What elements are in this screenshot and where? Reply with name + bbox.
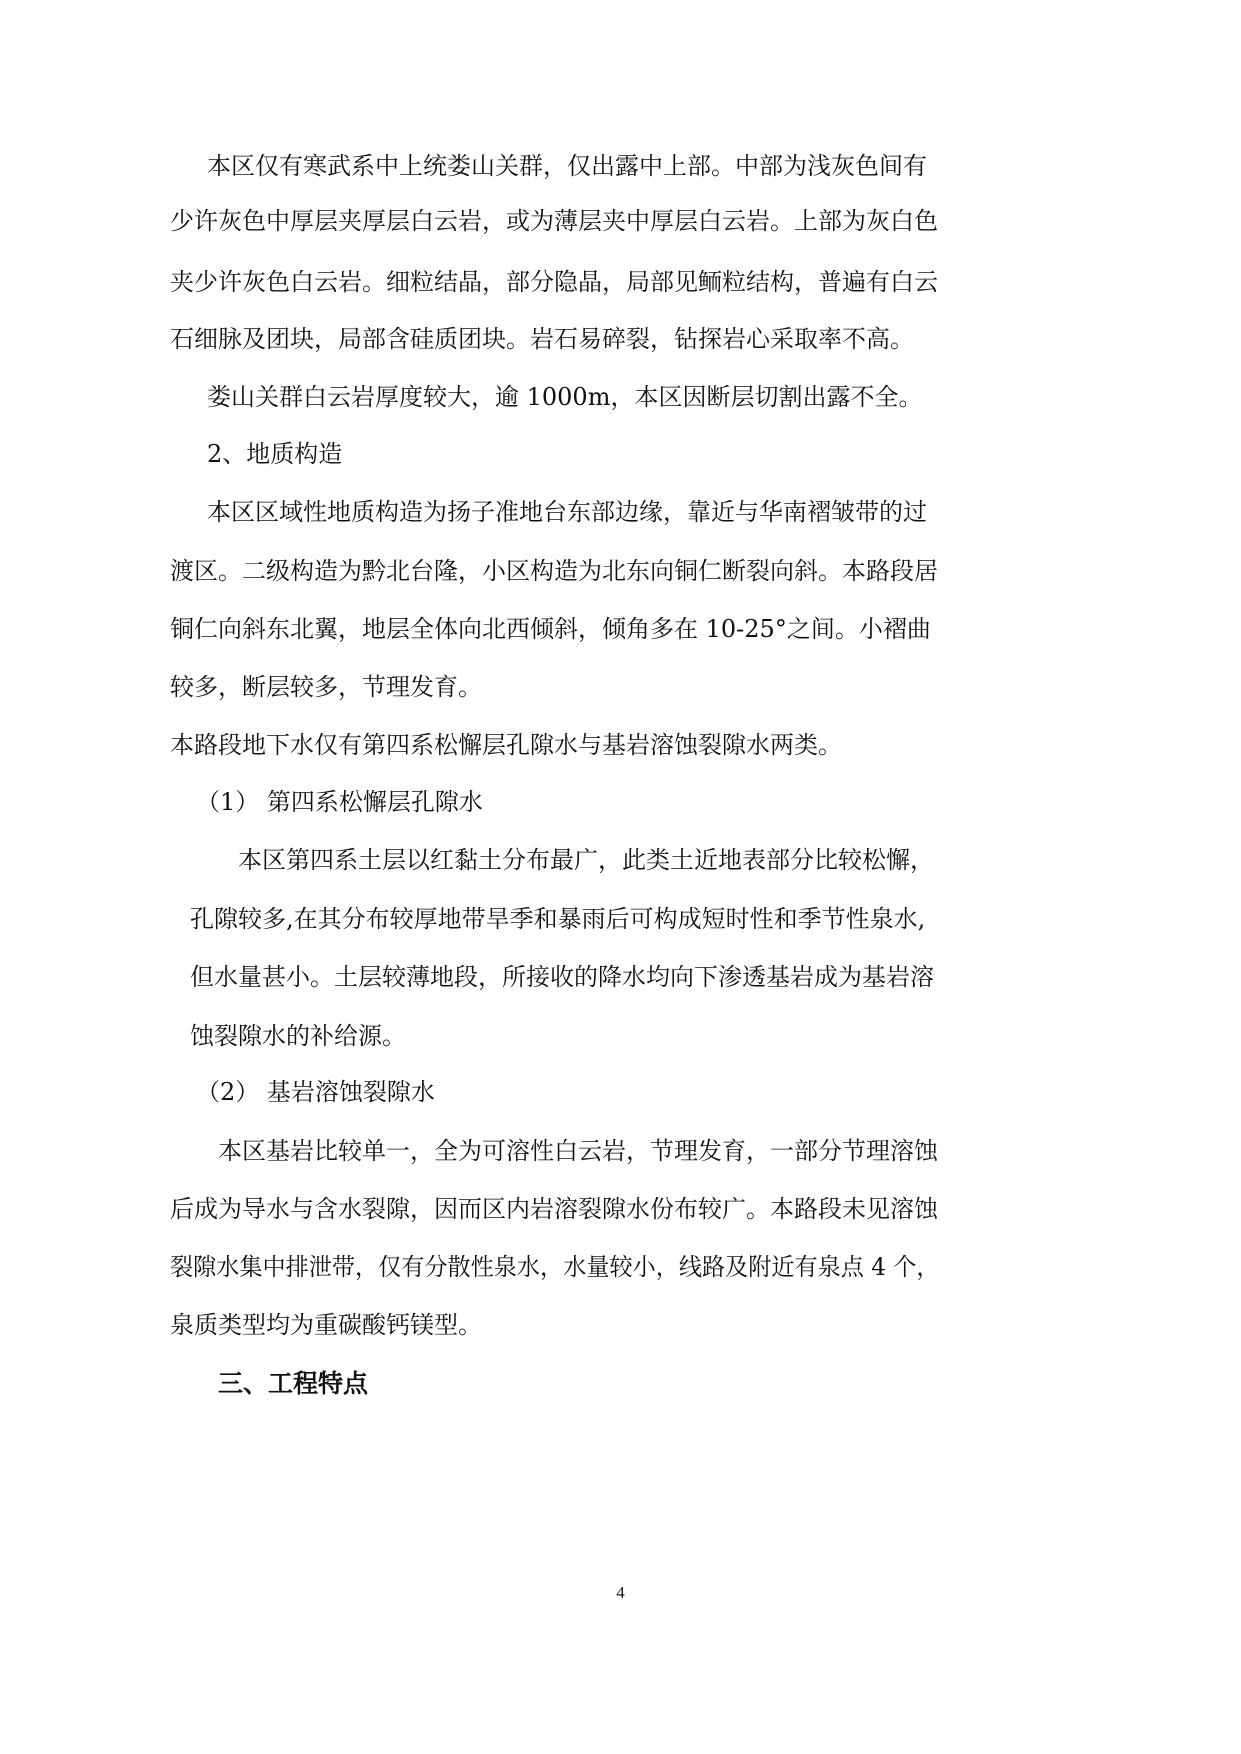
paragraph-2-line-1: 娄山关群白云岩厚度较大，逾 1000m，本区因断层切割出露不全。 (207, 383, 923, 411)
paragraph-1-line-1: 本区仅有寒武系中上统娄山关群，仅出露中上部。中部为浅灰色间有 (207, 152, 927, 180)
heading-geologic-structure: 2、地质构造 (207, 440, 343, 468)
paragraph-3-line-1: 本区区域性地质构造为扬子准地台东部边缘，靠近与华南褶皱带的过 (207, 498, 927, 526)
paragraph-6-line-3: 裂隙水集中排泄带，仅有分散性泉水，水量较小，线路及附近有泉点 4 个， (170, 1253, 940, 1281)
paragraph-5-line-4: 蚀裂隙水的补给源。 (190, 1022, 406, 1050)
paragraph-6-line-1: 本区基岩比较单一，全为可溶性白云岩，节理发育，一部分节理溶蚀 (218, 1137, 938, 1165)
paragraph-3-line-3: 铜仁向斜东北翼，地层全体向北西倾斜，倾角多在 10-25°之间。小褶曲 (170, 615, 931, 643)
paragraph-1-line-4: 石细脉及团块，局部含硅质团块。岩石易碎裂，钻探岩心采取率不高。 (170, 325, 914, 353)
paragraph-3-line-2: 渡区。二级构造为黔北台隆，小区构造为北东向铜仁断裂向斜。本路段居 (170, 557, 938, 585)
paragraph-1-line-2: 少许灰色中厚层夹厚层白云岩，或为薄层夹中厚层白云岩。上部为灰白色 (170, 207, 938, 235)
heading-fissure-water: （2） 基岩溶蚀裂隙水 (196, 1078, 435, 1106)
page-number: 4 (616, 1583, 625, 1602)
paragraph-6-line-2: 后成为导水与含水裂隙，因而区内岩溶裂隙水份布较广。本路段未见溶蚀 (170, 1195, 938, 1223)
paragraph-6-line-4: 泉质类型均为重碳酸钙镁型。 (170, 1311, 482, 1339)
heading-pore-water: （1） 第四系松懈层孔隙水 (196, 788, 483, 816)
paragraph-5-line-3: 但水量甚小。土层较薄地段，所接收的降水均向下渗透基岩成为基岩溶 (190, 963, 934, 991)
paragraph-5-line-1: 本区第四系土层以红黏土分布最广，此类土近地表部分比较松懈， (238, 846, 934, 874)
paragraph-1-line-3: 夹少许灰色白云岩。细粒结晶，部分隐晶，局部见鲕粒结构，普遍有白云 (170, 268, 938, 296)
paragraph-5-line-2: 孔隙较多,在其分布较厚地带旱季和暴雨后可构成短时性和季节性泉水, (190, 905, 926, 933)
paragraph-4-line-1: 本路段地下水仅有第四系松懈层孔隙水与基岩溶蚀裂隙水两类。 (170, 731, 842, 759)
paragraph-3-line-4: 较多，断层较多，节理发育。 (170, 673, 482, 701)
heading-engineering-features: 三、工程特点 (218, 1369, 369, 1398)
